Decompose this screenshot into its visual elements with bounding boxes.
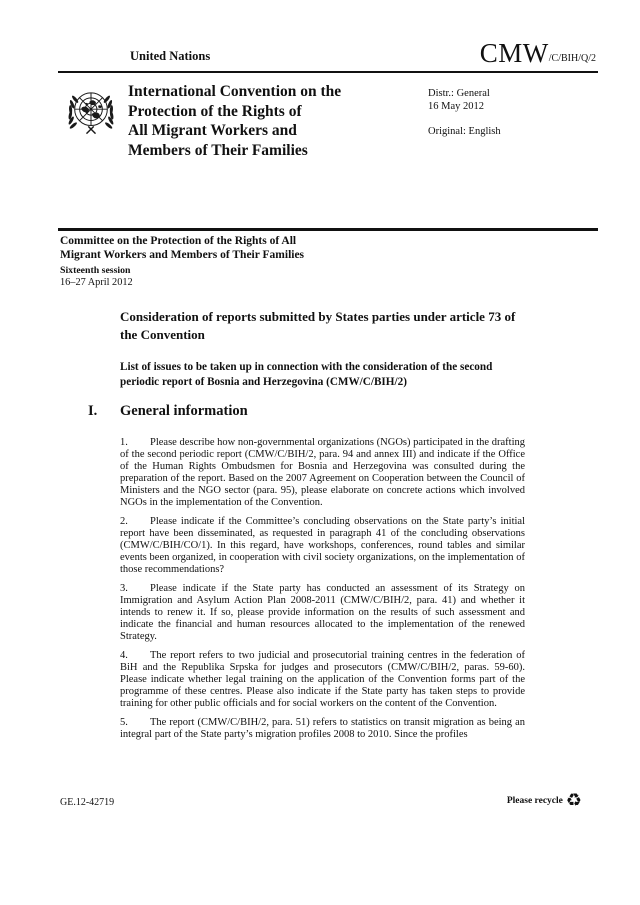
numbered-paragraph: [120, 650, 525, 710]
convention-title-line: All Migrant Workers and: [128, 122, 297, 139]
paragraph-number: 3.: [120, 583, 128, 595]
footer-doc-number: GE.12-42719: [60, 797, 115, 808]
recycle-notice: [507, 792, 582, 810]
un-emblem-icon: [62, 82, 120, 140]
paragraph-text: Please indicate if the Committee’s concluding observations on the State party’s initial report have been disseminated, as requested in paragraph 41 of the concluding observations (CMW/C/BIH/CO/1). In this regard, have workshops, conferences, round tables and similar events been organized, in cooperation with civil society organizations, on the implementation of those recommendations?: [120, 516, 525, 576]
report-title: Consideration of reports submitted by States parties under article 73 of the Convention: [120, 309, 516, 342]
recycle-label: Please recycle: [506, 796, 563, 806]
convention-title: [128, 82, 428, 160]
paragraph-text: The report refers to two judicial and prosecutorial training centres in the federation of BiH and the Republika Srpska for judges and prosecutors (CMW/C/BIH/2, paras. 59-60). Please indicate whether legal training on the application of the Convention forms part of the programme of these centres. Please also indicate if the State party has taken steps to provide training for other public officials and for social workers on the content of the Convention.: [120, 650, 525, 710]
original-language-line: Original: English: [428, 126, 501, 137]
report-subtitle: List of issues to be taken up in connection with the consideration of the second periodic report of Bosnia and Herzegovina (CMW/C/BIH/2): [120, 361, 493, 388]
document-symbol: [480, 40, 596, 67]
numbered-paragraph: [120, 437, 525, 510]
committee-block: [60, 234, 304, 289]
date-line: 16 May 2012: [428, 101, 484, 112]
paragraph-text: Please describe how non-governmental organizations (NGOs) participated in the drafting of the second periodic report (CMW/C/BIH/2, para. 94 and annex III) and indicate if the Office of the Human Rights Ombudsmen for Bosnia and Herzegovina was consulted during the preparation of the report. Based on the 2007 Agreement on Cooperation between the Council of Ministers and the NGO sector (para. 95), please elaborate on concrete actions which involved NGOs in the implementation of the Convention.: [120, 437, 525, 509]
paragraph-number: 2.: [120, 516, 128, 528]
document-symbol-suffix: /C/BIH/Q/2: [548, 53, 596, 64]
section-heading: [88, 403, 248, 420]
document-symbol-main: CMW: [479, 38, 549, 68]
session-dates: 16–27 April 2012: [60, 277, 133, 288]
recycle-icon: ♻: [565, 790, 582, 811]
convention-title-line: Protection of the Rights of: [128, 102, 302, 120]
paragraph-text: Please indicate if the State party has conducted an assessment of its Strategy on Immigration and Asylum Action Plan 2008-2011 (CMW/C/BIH/2, para. 41) and whether it intends to renew it. If so, please provide information on the results of such assessment and indicate the financial and human resources allocated to the implementation of the renewed Strategy.: [120, 583, 525, 643]
committee-name-line2: Migrant Workers and Members of Their Families: [60, 249, 305, 261]
paragraph-number: 4.: [120, 650, 128, 661]
numbered-paragraph: [120, 717, 525, 741]
section-title: General information: [120, 403, 248, 419]
section-rule: [58, 228, 598, 231]
paragraph-text: The report (CMW/C/BIH/2, para. 51) refers to statistics on transit migration as being an integral part of the State party’s migration profiles 2008 to 2010. Since the profiles: [120, 716, 525, 741]
section-numeral: I.: [88, 403, 98, 419]
united-nations-label: United Nations: [130, 49, 211, 63]
numbered-paragraph: [120, 516, 525, 576]
header-rule: [58, 71, 598, 73]
session-label: Sixteenth session: [60, 265, 131, 276]
distr-line: Distr.: General: [428, 88, 490, 99]
numbered-paragraph: [120, 583, 525, 643]
paragraph-number: 1.: [120, 437, 128, 448]
paragraph-number: 5.: [120, 716, 128, 728]
paragraph-list: [120, 437, 525, 748]
distribution-block: [428, 87, 501, 138]
convention-title-line: Members of Their Families: [128, 141, 308, 159]
convention-title-line: International Convention on the: [128, 83, 342, 100]
committee-name-line1: Committee on the Protection of the Rights of All: [60, 235, 297, 247]
